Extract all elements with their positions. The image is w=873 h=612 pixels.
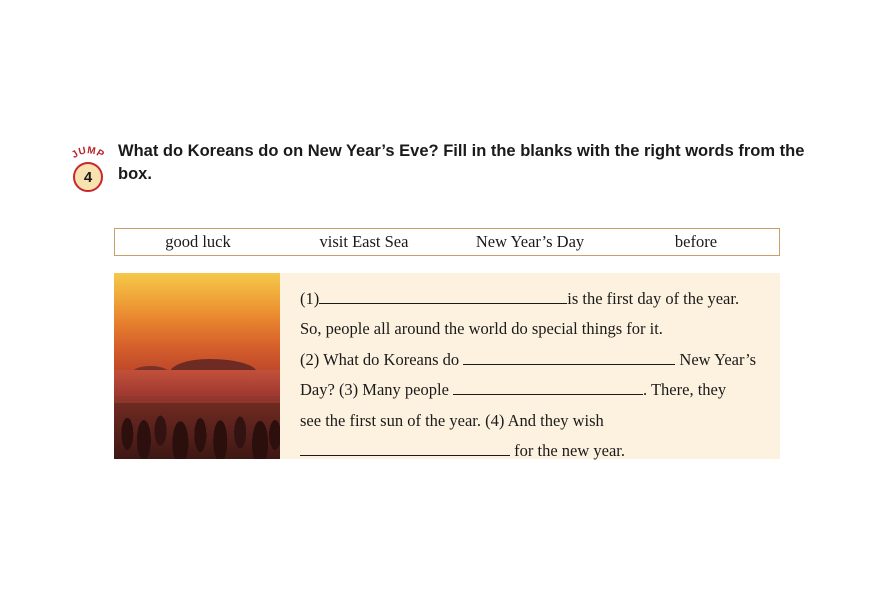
exercise-instruction: What do Koreans do on New Year’s Eve? Fill in the blanks with the right words from the box.	[118, 142, 805, 184]
answer-blank-1[interactable]	[319, 287, 567, 305]
passage-line-1	[300, 285, 758, 313]
jump-badge	[64, 146, 112, 194]
svg-text:JUMP	[70, 145, 106, 161]
passage-line-6	[300, 437, 758, 465]
passage-line-3	[300, 346, 758, 374]
word-bank-box	[114, 228, 780, 256]
answer-blank-4[interactable]	[300, 438, 510, 456]
item-4-text-post: for the new year.	[514, 440, 625, 460]
answer-blank-2[interactable]	[463, 347, 675, 365]
item-3-text-post: . There, they	[643, 380, 727, 400]
item-3-text-pre: Day? (3) Many people	[300, 380, 449, 400]
item-2-text-pre: (2) What do Koreans do	[300, 349, 460, 369]
passage-line-4	[300, 376, 758, 404]
exercise-number: 4	[73, 162, 103, 192]
word-bank-item: good luck	[165, 232, 231, 251]
sunset-beach-photo	[114, 273, 280, 459]
item-2-text-post: New Year’s	[679, 349, 757, 369]
answer-blank-3[interactable]	[453, 378, 643, 396]
word-bank-item: visit East Sea	[319, 232, 409, 251]
word-bank-item: before	[674, 232, 718, 251]
word-bank-item: New Year’s Day	[475, 232, 585, 251]
jump-word-text: JUMP	[69, 145, 106, 161]
passage-text	[280, 273, 780, 459]
item-1-number: (1)	[300, 289, 320, 308]
photo-silhouettes	[114, 396, 280, 459]
item-1-text: is the first day of the year.	[567, 289, 740, 308]
passage-line-5: see the first sun of the year. (4) And they wish	[300, 410, 604, 430]
passage-panel	[114, 273, 780, 459]
exercise-header	[64, 140, 824, 194]
passage-line-2: So, people all around the world do special things for it.	[300, 319, 663, 339]
